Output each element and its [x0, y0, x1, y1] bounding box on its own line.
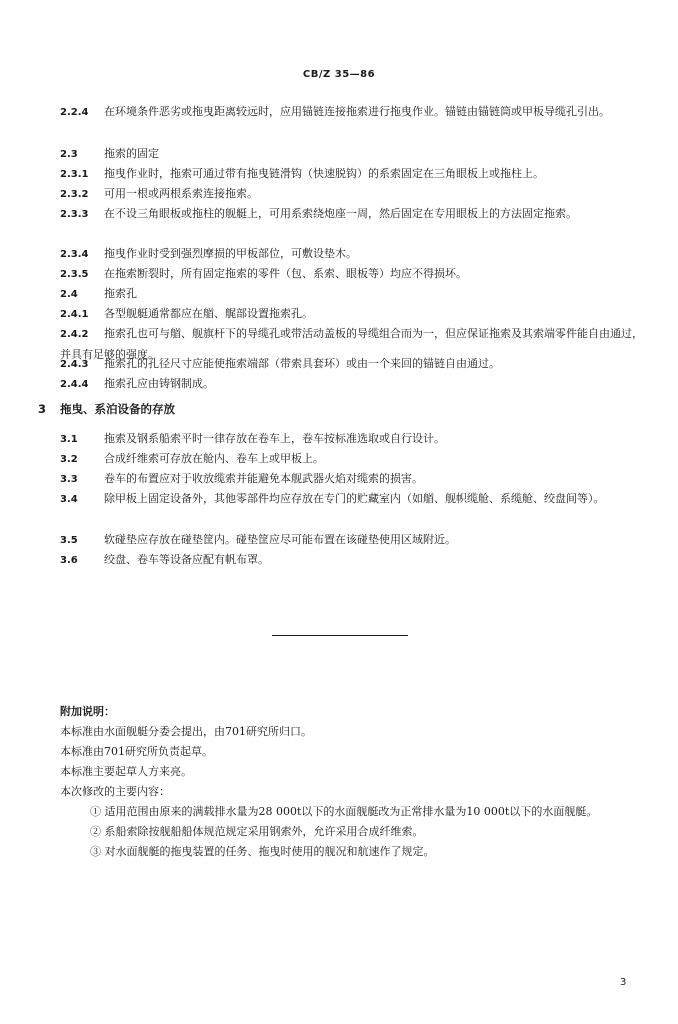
- clause-number: 2.3: [60, 149, 78, 160]
- clause-number: 2.3.1: [60, 169, 89, 180]
- clause-number: 2.3.4: [60, 249, 89, 260]
- notes-item: ① 适用范围由原来的满载排水量为28 000t以下的水面舰艇改为正常排水量为10 000t以下的水面舰艇。: [90, 805, 598, 818]
- clause-text: 拖索孔应由铸钢制成。: [104, 377, 214, 390]
- clause-number: 2.4: [60, 289, 78, 300]
- clause-number: 3.3: [60, 474, 78, 485]
- clause-2-4-1: [60, 304, 643, 325]
- clause-text: 卷车的布置应对于收放缆索并能避免本舰武器火焰对缆索的损害。: [104, 472, 423, 485]
- clause-text: 拖索及钢系船索平时一律存放在卷车上，卷车按标准选取或自行设计。: [104, 432, 445, 445]
- notes-title: 附加说明：: [60, 705, 115, 718]
- clause-number: 2.4.1: [60, 309, 89, 320]
- clause-3-1: [60, 429, 643, 450]
- notes-line: 本标准由701研究所负责起草。: [60, 745, 213, 758]
- notes-line: 本标准主要起草人方来亮。: [60, 765, 192, 778]
- clause-3-2: [60, 449, 643, 470]
- clause-text: 可用一根或两根系索连接拖索。: [104, 187, 258, 200]
- clause-text: 拖索孔也可与艏、舰旗杆下的导缆孔或带活动盖板的导缆组合而为一，但应保证拖索及其索端零件能自由通过，并具有足够的强度。: [60, 327, 643, 361]
- clause-3-5: [60, 530, 643, 551]
- clause-text: 除甲板上固定设备外，其他零部件均应存放在专门的贮藏室内（如艏、舰帜缆舱、系缆舱、绞盘间等）。: [104, 492, 605, 505]
- clause-number: 2.3.3: [60, 209, 89, 220]
- clause-2-3: [60, 144, 643, 165]
- notes-item: ② 系船索除按舰船船体规范规定采用钢索外，允许采用合成纤维索。: [90, 825, 424, 838]
- clause-text: 在拖索断裂时，所有固定拖索的零件（包、系索、眼板等）均应不得损坏。: [104, 267, 467, 280]
- clause-text: 各型舰艇通常都应在艏、艉部设置拖索孔。: [104, 307, 313, 320]
- clause-number: 3.2: [60, 454, 78, 465]
- clause-text: 绞盘、卷车等设备应配有帆布罩。: [104, 553, 269, 566]
- clause-2-4-4: [60, 374, 643, 395]
- clause-2-3-3: [60, 204, 643, 225]
- clause-text: 拖曳作业时受到强烈摩损的甲板部位，可敷设垫木。: [104, 247, 357, 260]
- clause-number: 2.4.3: [60, 359, 89, 370]
- additional-notes: [60, 702, 640, 862]
- clause-number: 3.5: [60, 535, 78, 546]
- clause-number: 2.4.4: [60, 379, 89, 390]
- clause-3-6: [60, 550, 643, 571]
- clause-number: 3.1: [60, 434, 78, 445]
- section-title: 拖曳、系泊设备的存放: [60, 402, 176, 416]
- page-header: CB/Z 35—86: [302, 69, 376, 80]
- clause-number: 2.3.2: [60, 189, 89, 200]
- clause-2-3-5: [60, 264, 643, 285]
- clause-text: 在环境条件恶劣或拖曳距离较远时，应用锚链连接拖索进行拖曳作业。锚链由锚链筒或甲板导缆孔引出。: [104, 105, 610, 118]
- clause-number: 3.6: [60, 555, 78, 566]
- clause-3-4: [60, 489, 643, 510]
- clause-text: 拖索的固定: [104, 147, 159, 160]
- clause-2-3-4: [60, 244, 643, 265]
- clause-number: 2.2.4: [60, 107, 89, 118]
- clause-2-3-2: [60, 184, 643, 205]
- clause-text: 软碰垫应存放在碰垫筐内。碰垫筐应尽可能布置在该碰垫使用区域附近。: [104, 533, 456, 546]
- section-divider: [272, 635, 408, 636]
- clause-text: 拖索孔: [104, 287, 137, 300]
- clause-text: 拖曳作业时，拖索可通过带有拖曳链滑钩（快速脱钩）的系索固定在三角眼板上或拖柱上。: [104, 167, 544, 180]
- clause-2-2-4: [60, 102, 643, 123]
- clause-text: 拖索孔的孔径尺寸应能使拖索端部（带索具套环）或由一个来回的锚链自由通过。: [104, 357, 500, 370]
- clause-number: 3.4: [60, 494, 78, 505]
- clause-3-3: [60, 469, 643, 490]
- notes-line: 本标准由水面舰艇分委会提出，由701研究所归口。: [60, 725, 312, 738]
- clause-text: 合成纤维索可存放在舱内、卷车上或甲板上。: [104, 452, 324, 465]
- section-number: 3: [38, 402, 47, 416]
- notes-line: 本次修改的主要内容：: [60, 785, 170, 798]
- clause-text: 在不设三角眼板或拖柱的舰艇上，可用系索绕炮座一周，然后固定在专用眼板上的方法固定拖索。: [104, 207, 577, 220]
- clause-2-4-3: [60, 354, 643, 375]
- clause-number: 2.4.2: [60, 329, 89, 340]
- section-3-heading: [38, 401, 175, 417]
- clause-number: 2.3.5: [60, 269, 89, 280]
- clause-2-3-1: [60, 164, 643, 185]
- notes-item: ③ 对水面舰艇的拖曳装置的任务、拖曳时使用的舰况和航速作了规定。: [90, 845, 435, 858]
- page-number: 3: [620, 977, 627, 988]
- clause-2-4: [60, 284, 643, 305]
